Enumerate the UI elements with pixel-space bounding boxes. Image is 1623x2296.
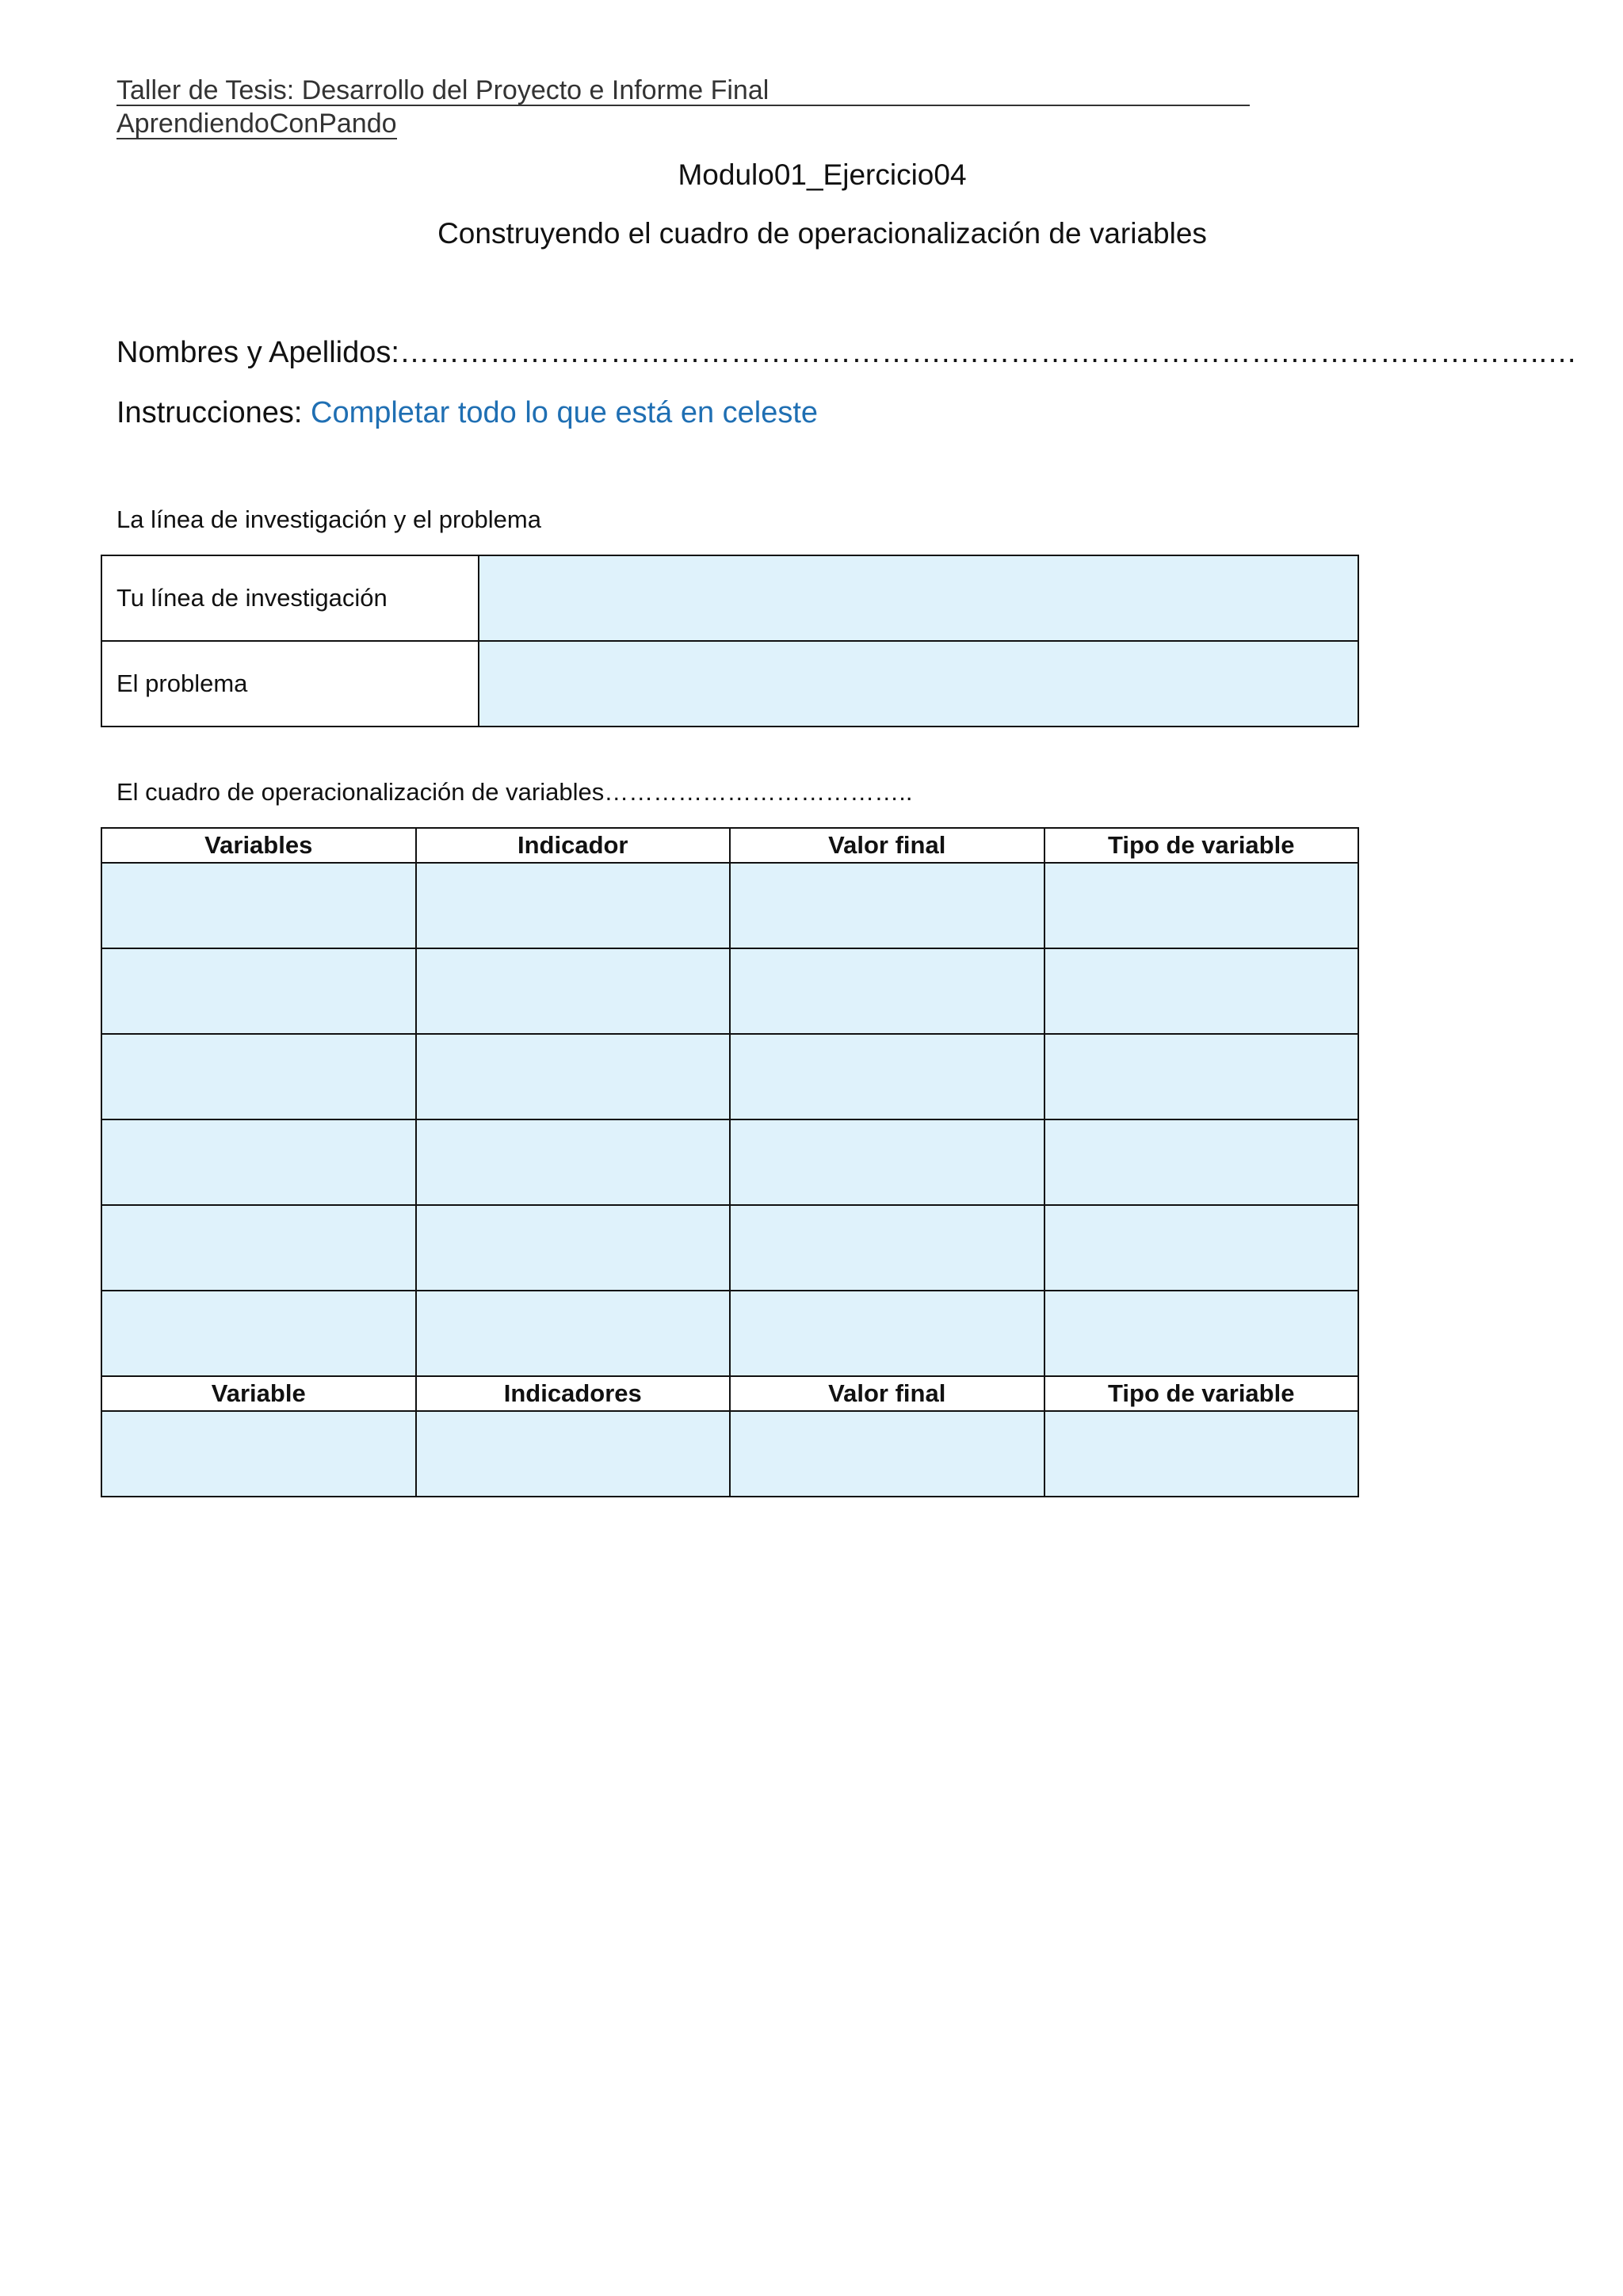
- cell-input[interactable]: [416, 948, 731, 1034]
- table-row: [101, 641, 1358, 727]
- instructions-text: Completar todo lo que está en celeste: [311, 396, 819, 429]
- cell-input[interactable]: [730, 1291, 1044, 1376]
- section2-heading: El cuadro de operacionalización de variables………………………………..: [116, 778, 913, 806]
- cell-input[interactable]: [1044, 1291, 1359, 1376]
- table-row: [101, 1205, 1358, 1291]
- cell-input[interactable]: [1044, 1411, 1359, 1497]
- column-header-tipo-variable: Tipo de variable: [1044, 828, 1359, 863]
- cell-input[interactable]: [101, 1205, 416, 1291]
- cell-input[interactable]: [101, 1119, 416, 1205]
- column-header-tipo-variable: Tipo de variable: [1044, 1376, 1359, 1411]
- cell-input[interactable]: [1044, 863, 1359, 948]
- cell-input[interactable]: [416, 1205, 731, 1291]
- table-row: [101, 1119, 1358, 1205]
- names-label: Nombres y Apellidos:: [116, 336, 399, 369]
- column-header-indicadores: Indicadores: [416, 1376, 731, 1411]
- names-line: [116, 336, 1577, 370]
- cell-input[interactable]: [730, 1034, 1044, 1119]
- table-row: [101, 1291, 1358, 1376]
- cell-input[interactable]: [101, 948, 416, 1034]
- cell-input[interactable]: [416, 863, 731, 948]
- column-header-variable: Variable: [101, 1376, 416, 1411]
- cell-input[interactable]: [1044, 948, 1359, 1034]
- cell-input[interactable]: [730, 1411, 1044, 1497]
- cell-input[interactable]: [416, 1291, 731, 1376]
- cell-input[interactable]: [1044, 1205, 1359, 1291]
- research-line-input[interactable]: [479, 555, 1358, 641]
- column-header-valor-final: Valor final: [730, 828, 1044, 863]
- table-row: [101, 555, 1358, 641]
- column-header-indicador: Indicador: [416, 828, 731, 863]
- table-header-row: [101, 828, 1358, 863]
- names-field[interactable]: ……………………………………………….…………………………….……………………..…: [399, 336, 1578, 369]
- cell-input[interactable]: [730, 948, 1044, 1034]
- problem-input[interactable]: [479, 641, 1358, 727]
- table-row: [101, 1411, 1358, 1497]
- page-title: Modulo01_Ejercicio04: [678, 158, 967, 191]
- column-header-valor-final: Valor final: [730, 1376, 1044, 1411]
- header-course: Taller de Tesis: Desarrollo del Proyecto e Informe Final: [116, 76, 1250, 106]
- table-row: [101, 1034, 1358, 1119]
- operationalization-table: [101, 827, 1359, 1497]
- research-line-table: [101, 555, 1359, 727]
- cell-input[interactable]: [101, 1411, 416, 1497]
- column-header-variables: Variables: [101, 828, 416, 863]
- section1-heading: La línea de investigación y el problema: [116, 505, 541, 533]
- cell-input[interactable]: [416, 1411, 731, 1497]
- instructions-line: [116, 396, 818, 430]
- cell-input[interactable]: [416, 1034, 731, 1119]
- cell-input[interactable]: [101, 1034, 416, 1119]
- cell-input[interactable]: [1044, 1034, 1359, 1119]
- header-brand: AprendiendoConPando: [116, 109, 397, 139]
- row-label-research-line: Tu línea de investigación: [101, 555, 479, 641]
- table-header-row: [101, 1376, 1358, 1411]
- cell-input[interactable]: [101, 863, 416, 948]
- cell-input[interactable]: [1044, 1119, 1359, 1205]
- row-label-problem: El problema: [101, 641, 479, 727]
- page-subtitle: Construyendo el cuadro de operacionalización de variables: [437, 217, 1207, 250]
- instructions-label: Instrucciones:: [116, 396, 311, 429]
- table-row: [101, 863, 1358, 948]
- cell-input[interactable]: [730, 1205, 1044, 1291]
- cell-input[interactable]: [416, 1119, 731, 1205]
- cell-input[interactable]: [730, 863, 1044, 948]
- cell-input[interactable]: [730, 1119, 1044, 1205]
- table-row: [101, 948, 1358, 1034]
- cell-input[interactable]: [101, 1291, 416, 1376]
